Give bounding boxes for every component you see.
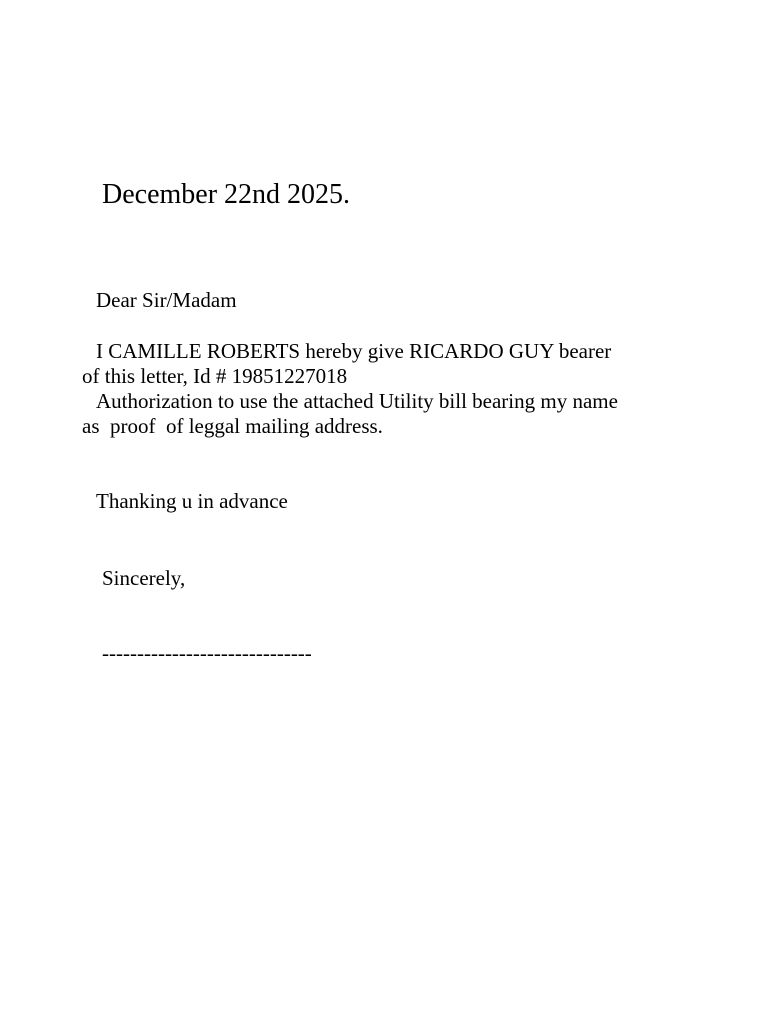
- body-line: Authorization to use the attached Utility bill bearing my name: [96, 389, 618, 413]
- signature-line: ------------------------------: [102, 641, 312, 665]
- body-line: I CAMILLE ROBERTS hereby give RICARDO GUY bearer: [96, 339, 612, 363]
- body-line: of this letter, Id # 19851227018: [82, 364, 348, 388]
- letter-thanks: Thanking u in advance: [96, 489, 288, 513]
- letter-greeting: Dear Sir/Madam: [96, 288, 237, 312]
- letter-body: [82, 339, 618, 439]
- body-line: as proof of leggal mailing address.: [82, 414, 383, 438]
- letter-date: December 22nd 2025.: [102, 179, 351, 210]
- letter-closing: Sincerely,: [102, 566, 186, 590]
